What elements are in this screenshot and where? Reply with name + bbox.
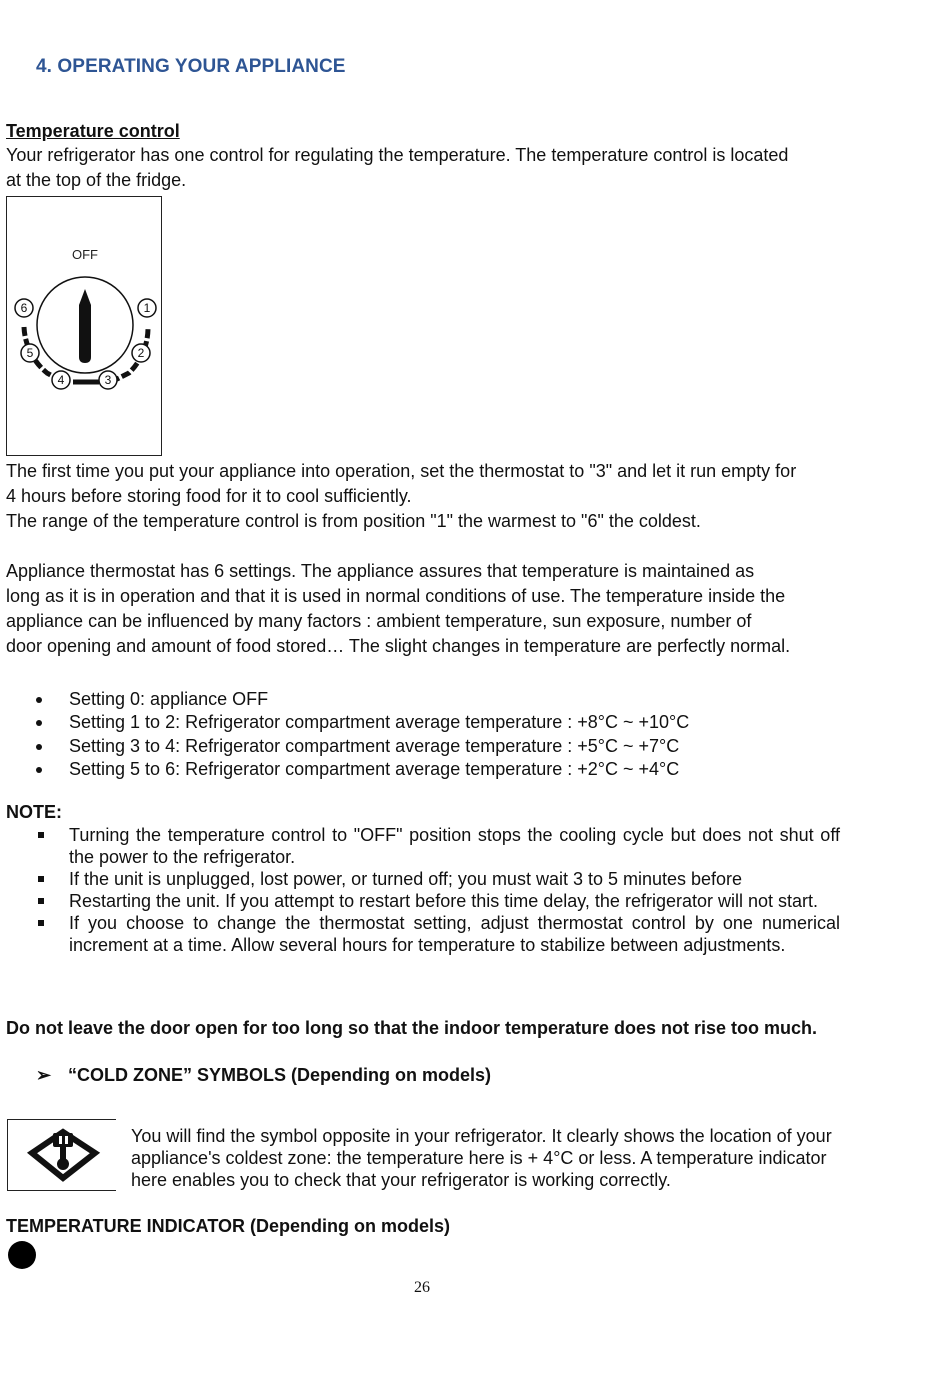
list-item: Setting 5 to 6: Refrigerator compartment average temperature : +2°C ~ +4°C <box>36 758 856 781</box>
dial-setting-1 <box>138 299 156 317</box>
bullet-icon <box>36 720 42 726</box>
list-item: Setting 3 to 4: Refrigerator compartment average temperature : +5°C ~ +7°C <box>36 735 856 758</box>
square-bullet-icon <box>38 898 44 904</box>
list-item: If you choose to change the thermostat setting, adjust thermostat control by one numerical increment at a time. Allow several hours for temperature to stabilize between adjustments. <box>36 912 840 956</box>
svg-text:4: 4 <box>57 373 65 387</box>
first-use-line-2: 4 hours before storing food for it to cool sufficiently. <box>6 486 412 506</box>
dial-setting-3 <box>99 371 117 389</box>
first-use-line-3: The range of the temperature control is from position "1" the warmest to "6" the coldest. <box>6 511 701 531</box>
cold-zone-heading: ➢ “COLD ZONE” SYMBOLS (Depending on models) <box>36 1065 491 1085</box>
dial-setting-5 <box>21 344 39 362</box>
settings-paragraph-line-3: appliance can be influenced by many factors : ambient temperature, sun exposure, number of <box>6 611 752 631</box>
note-label: NOTE: <box>6 802 62 822</box>
dial-off-label: OFF <box>72 247 98 262</box>
dial-setting-4 <box>52 371 70 389</box>
bullet-icon <box>36 697 42 703</box>
list-item: Setting 0: appliance OFF <box>36 688 856 711</box>
dial-pointer <box>79 289 91 363</box>
page-number: 26 <box>414 1279 430 1296</box>
settings-paragraph-line-1: Appliance thermostat has 6 settings. The appliance assures that temperature is maintained as <box>6 561 755 581</box>
intro-line-2: at the top of the fridge. <box>6 170 187 190</box>
list-item: If the unit is unplugged, lost power, or turned off; you must wait 3 to 5 minutes before <box>36 868 840 890</box>
cold-zone-icon <box>8 1120 115 1190</box>
settings-paragraph-line-2: long as it is in operation and that it is used in normal conditions of use. The temperature inside the <box>6 586 786 606</box>
thermostat-dial-icon <box>7 197 161 455</box>
cold-zone-symbol <box>7 1119 116 1191</box>
section-heading: 4. OPERATING YOUR APPLIANCE <box>36 56 346 77</box>
settings-paragraph-line-4: door opening and amount of food stored… The slight changes in temperature are perfectly normal. <box>6 636 791 656</box>
bullet-icon <box>36 767 42 773</box>
svg-text:2: 2 <box>137 346 145 360</box>
square-bullet-icon <box>38 832 44 838</box>
temperature-indicator-icon <box>8 1241 36 1269</box>
svg-text:5: 5 <box>26 346 34 360</box>
arrow-bullet-icon: ➢ <box>36 1065 52 1085</box>
bullet-icon <box>36 744 42 750</box>
settings-list <box>36 688 856 781</box>
temperature-indicator-heading: TEMPERATURE INDICATOR (Depending on models) <box>6 1216 450 1236</box>
thermostat-dial-figure <box>6 196 162 456</box>
list-item: Setting 1 to 2: Refrigerator compartment average temperature : +8°C ~ +10°C <box>36 711 856 734</box>
svg-text:1: 1 <box>143 301 151 315</box>
note-list <box>36 824 840 956</box>
dial-setting-6 <box>15 299 33 317</box>
svg-text:3: 3 <box>104 373 112 387</box>
cold-zone-description: You will find the symbol opposite in your refrigerator. It clearly shows the location of your appliance's coldest zone: the temperature here is + 4°C or less. A temperature indicator here enables you to check that your refrigerator is working correctly. <box>131 1126 832 1190</box>
intro-line-1: Your refrigerator has one control for regulating the temperature. The temperature control is located <box>6 145 789 165</box>
temperature-control-heading: Temperature control <box>6 121 180 141</box>
square-bullet-icon <box>38 920 44 926</box>
door-warning: Do not leave the door open for too long so that the indoor temperature does not rise too much. <box>6 1018 818 1038</box>
dial-setting-2 <box>132 344 150 362</box>
list-item: Restarting the unit. If you attempt to restart before this time delay, the refrigerator will not start. <box>36 890 840 912</box>
square-bullet-icon <box>38 876 44 882</box>
svg-text:6: 6 <box>20 301 28 315</box>
first-use-line-1: The first time you put your appliance into operation, set the thermostat to "3" and let it run empty for <box>6 461 797 481</box>
list-item: Turning the temperature control to "OFF" position stops the cooling cycle but does not shut off the power to the refrigerator. <box>36 824 840 868</box>
